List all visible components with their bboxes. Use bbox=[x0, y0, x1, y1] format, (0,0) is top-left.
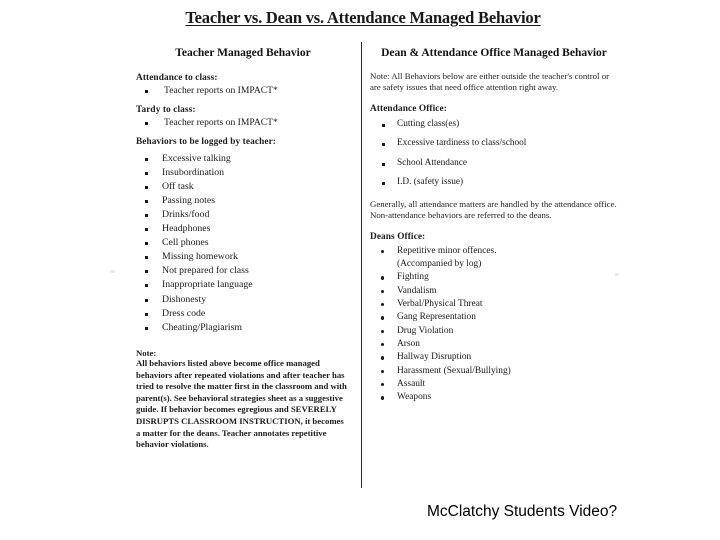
teacher-managed-column bbox=[136, 46, 350, 451]
list-item: Dishonesty bbox=[136, 293, 350, 307]
list-item: Excessive talking bbox=[136, 152, 350, 166]
spacer bbox=[136, 98, 350, 105]
list-item: Excessive tardiness to class/school bbox=[370, 137, 618, 150]
deans-office-label: Deans Office: bbox=[370, 231, 426, 242]
attendance-to-class-label: Attendance to class: bbox=[136, 73, 218, 84]
list-item: Fighting bbox=[370, 271, 618, 284]
dean-column-heading: Dean & Attendance Office Managed Behavior bbox=[381, 47, 607, 59]
list-item: Hallway Disruption bbox=[370, 351, 618, 364]
attendance-to-class-list bbox=[136, 84, 350, 98]
list-item: Inappropriate language bbox=[136, 278, 350, 292]
list-item: Gang Representation bbox=[370, 311, 618, 324]
list-item: Headphones bbox=[136, 222, 350, 236]
list-item: Cell phones bbox=[136, 236, 350, 250]
attendance-office-note: Generally, all attendance matters are handled by the attendance office. Non-attendance behaviors are referred to the deans. bbox=[370, 198, 617, 221]
list-item: Passing notes bbox=[136, 194, 350, 208]
list-item: Not prepared for class bbox=[136, 264, 350, 278]
list-item: Assault bbox=[370, 378, 618, 391]
list-item: Harassment (Sexual/Bullying) bbox=[370, 365, 618, 378]
list-item: Teacher reports on IMPACT* bbox=[136, 84, 350, 98]
list-item: Dress code bbox=[136, 307, 350, 321]
tardy-to-class-label: Tardy to class: bbox=[136, 104, 196, 115]
attendance-office-list bbox=[370, 118, 618, 190]
list-item: Off task bbox=[136, 180, 350, 194]
deans-office-list bbox=[370, 245, 618, 405]
behaviors-logged-list bbox=[136, 152, 350, 335]
list-item: Cheating/Plagiarism bbox=[136, 321, 350, 335]
spacer bbox=[136, 335, 350, 348]
teacher-note-text: All behaviors listed above become office managed behaviors after repeated violations and after teacher has tried to resolve the matter first in the classroom and with parent(s). See behavioral strategies sheet as a suggestive guide. If behavior becomes egregious and SEVERELY DISRUPTS CLASSROOM INSTRUCTION, it becomes a matter for the deans. Teacher annotates repetitive behavior violations. bbox=[136, 357, 347, 450]
teacher-note-label: Note: bbox=[136, 347, 157, 358]
list-item: Weapons bbox=[370, 391, 618, 404]
behaviors-logged-label: Behaviors to be logged by teacher: bbox=[136, 136, 276, 147]
spacer bbox=[370, 94, 618, 104]
scan-speckle-left bbox=[110, 270, 115, 273]
list-item bbox=[370, 245, 618, 272]
teacher-column-heading: Teacher Managed Behavior bbox=[175, 47, 311, 59]
document-title: Teacher vs. Dean vs. Attendance Managed Behavior bbox=[185, 8, 541, 27]
list-item-label: Repetitive minor offences. bbox=[397, 245, 497, 256]
attendance-office-label: Attendance Office: bbox=[370, 103, 447, 114]
list-item: Verbal/Physical Threat bbox=[370, 298, 618, 311]
list-item: Drinks/food bbox=[136, 208, 350, 222]
list-item: I.D. (safety issue) bbox=[370, 176, 618, 189]
column-divider bbox=[361, 42, 362, 488]
list-item: Arson bbox=[370, 338, 618, 351]
list-item: Teacher reports on IMPACT* bbox=[136, 116, 350, 130]
list-item: Missing homework bbox=[136, 250, 350, 264]
list-item: Cutting class(es) bbox=[370, 118, 618, 131]
list-item: Vandalism bbox=[370, 285, 618, 298]
slide-caption: McClatchy Students Video? bbox=[427, 503, 618, 520]
dean-intro-note: Note: All Behaviors below are either outside the teacher's control or are safety issues that need office attention right away. bbox=[370, 71, 610, 93]
list-item: School Attendance bbox=[370, 157, 618, 170]
spacer bbox=[136, 130, 350, 137]
tardy-to-class-list bbox=[136, 116, 350, 130]
list-item: Insubordination bbox=[136, 166, 350, 180]
list-item-continuation: (Accompanied by log) bbox=[397, 258, 482, 269]
list-item: Drug Violation bbox=[370, 325, 618, 338]
spacer bbox=[370, 222, 618, 232]
dean-attendance-column bbox=[370, 46, 618, 405]
